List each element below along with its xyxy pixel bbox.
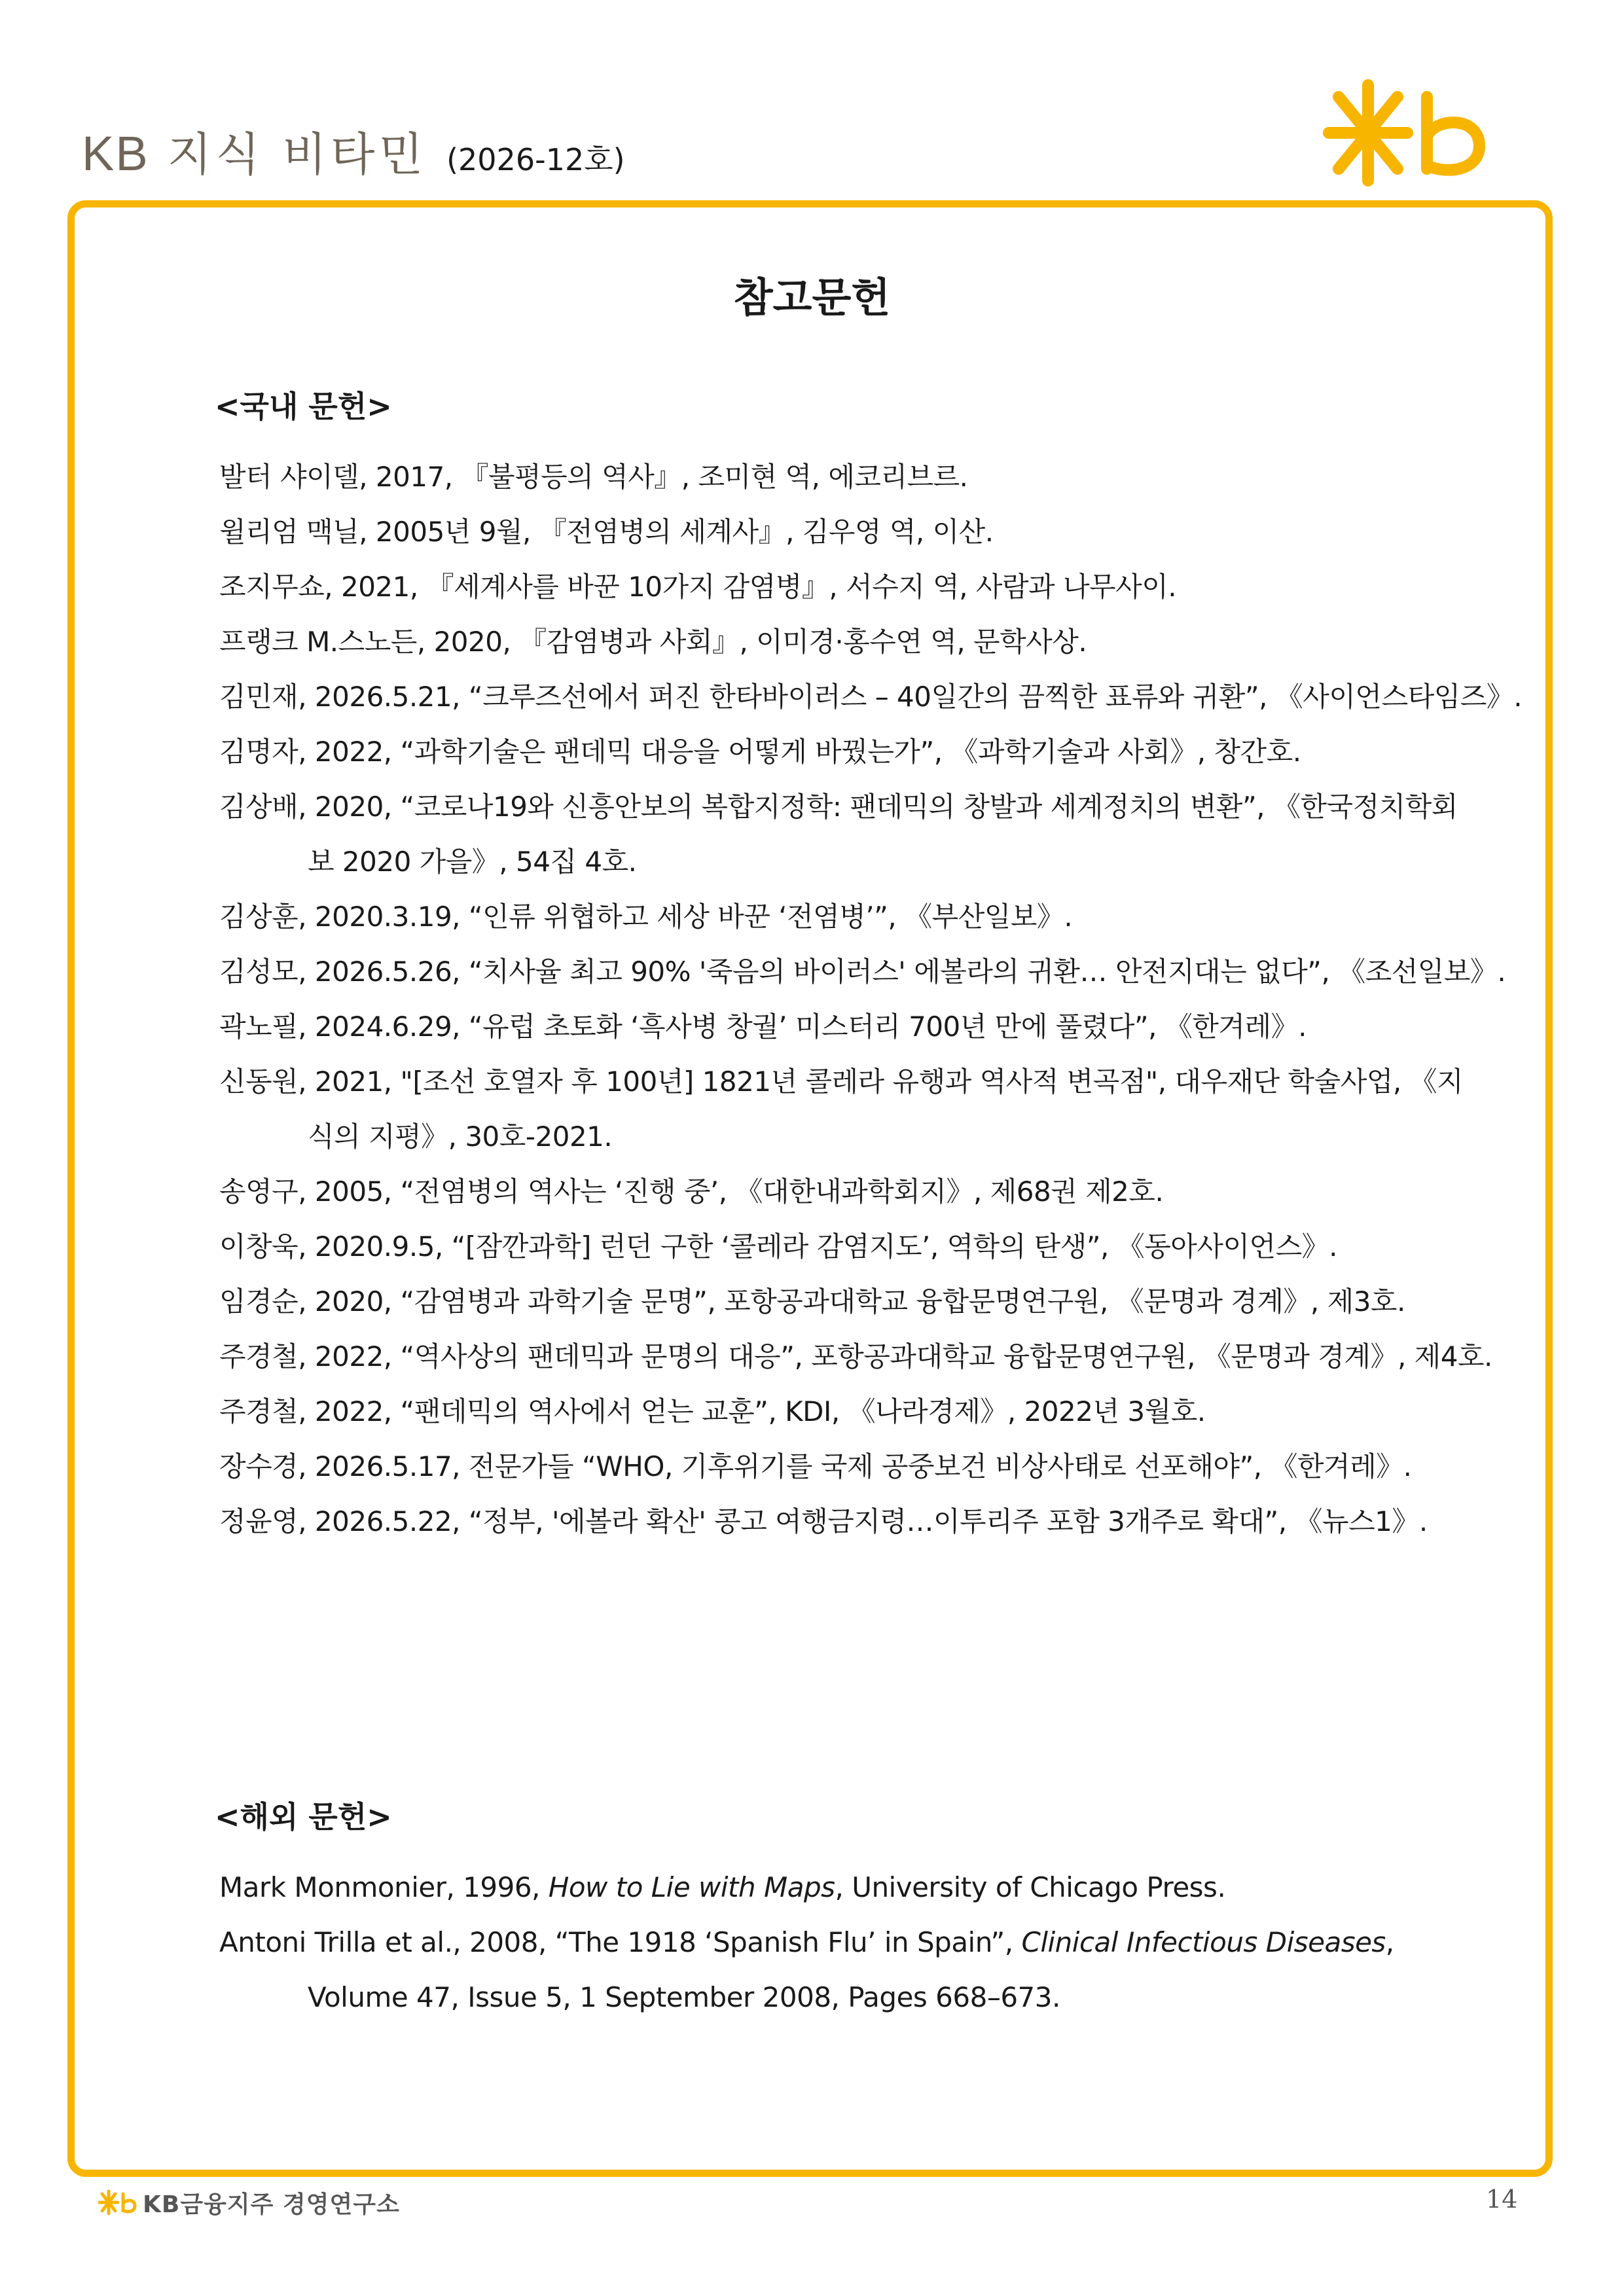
reference-item: 발터 샤이델, 2017, 『불평등의 역사』, 조미현 역, 에코리브르.: [219, 461, 968, 493]
header-publication-name: 지식 비타민: [167, 128, 427, 181]
reference-item: 정윤영, 2026.5.22, “정부, '에볼라 확산' 콩고 여행금지령…이투리주 포함 3개주로 확대”, 《뉴스1》.: [219, 1505, 1428, 1537]
reference-item: 신동원, 2021, "[조선 호열자 후 100년] 1821년 콜레라 유행과 역사적 변곡점", 대우재단 학술사업, 《지식의 지평》, 30호-2021.: [219, 1066, 1464, 1153]
foreign-references-heading: <해외 문헌>: [215, 1799, 392, 1835]
page-number: 14: [1486, 2185, 1518, 2214]
reference-item: 김명자, 2022, “과학기술은 팬데믹 대응을 어떻게 바꿨는가”, 《과학기술과 사회》, 창간호.: [219, 736, 1301, 768]
reference-text: Antoni Trilla et al., 2008, “The 1918 ‘Spanish Flu’ in Spain”,: [219, 1926, 1022, 1958]
reference-item: [219, 1915, 1483, 2025]
reference-item: 김상배, 2020, “코로나19와 신흥안보의 복합지정학: 팬데믹의 창발과 세계정치의 변환”, 《한국정치학회보 2020 가을》, 54집 4호.: [219, 791, 1458, 878]
domestic-references-heading: <국내 문헌>: [215, 389, 392, 424]
reference-item: 김민재, 2026.5.21, “크루즈선에서 퍼진 한타바이러스 – 40일간의 끔찍한 표류와 귀환”, 《사이언스타임즈》.: [219, 681, 1523, 713]
kb-footer-logo-icon: [98, 2188, 137, 2217]
reference-item: 조지무쇼, 2021, 『세계사를 바꾼 10가지 감염병』, 서수지 역, 사람과 나무사이.: [219, 571, 1177, 603]
reference-item: 곽노필, 2024.6.29, “유럽 초토화 ‘흑사병 창궐’ 미스터리 700년 만에 풀렸다”, 《한겨레》.: [219, 1011, 1307, 1043]
footer-organization: KB금융지주 경영연구소: [143, 2191, 400, 2218]
reference-item: 김상훈, 2020.3.19, “인류 위협하고 세상 바꾼 ‘전염병’”, 《부산일보》.: [219, 901, 1073, 933]
reference-item: 주경철, 2022, “팬데믹의 역사에서 얻는 교훈”, KDI, 《나라경제》, 2022년 3월호.: [219, 1395, 1206, 1427]
foreign-references-list: [219, 1860, 1483, 2025]
reference-text: , Volume 47, Issue 5, 1 September 2008, Pages 668–673.: [308, 1926, 1394, 2013]
reference-item: 김성모, 2026.5.26, “치사율 최고 90% '죽음의 바이러스' 에볼라의 귀환… 안전지대는 없다”, 《조선일보》.: [219, 956, 1506, 988]
page-title: 참고문헌: [733, 274, 891, 321]
domestic-references-list: [219, 450, 1523, 1549]
reference-item: 임경순, 2020, “감염병과 과학기술 문명”, 포항공과대학교 융합문명연구원, 《문명과 경계》, 제3호.: [219, 1285, 1405, 1318]
reference-text: , University of Chicago Press.: [835, 1871, 1226, 1903]
kb-logo-icon: [1322, 71, 1492, 195]
reference-item: 윌리엄 맥닐, 2005년 9월, 『전염병의 세계사』, 김우영 역, 이산.: [219, 516, 994, 548]
reference-title: How to Lie with Maps: [548, 1871, 835, 1903]
reference-item: 장수경, 2026.5.17, 전문가들 “WHO, 기후위기를 국제 공중보건 비상사태로 선포해야”, 《한겨레》.: [219, 1450, 1412, 1482]
reference-item: 송영구, 2005, “전염병의 역사는 ‘진행 중’, 《대한내과학회지》, 제68권 제2호.: [219, 1175, 1164, 1208]
reference-title: Clinical Infectious Diseases: [1021, 1926, 1386, 1958]
header-issue-number: (2026-12호): [446, 142, 625, 177]
reference-item: [219, 1860, 1483, 1915]
reference-item: 프랭크 M.스노든, 2020, 『감염병과 사회』, 이미경·홍수연 역, 문학사상.: [219, 626, 1087, 658]
reference-item: 이창욱, 2020.9.5, “[잠깐과학] 런던 구한 ‘콜레라 감염지도’, 역학의 탄생”, 《동아사이언스》.: [219, 1230, 1338, 1263]
header-brand: KB: [82, 126, 149, 181]
reference-item: 주경철, 2022, “역사상의 팬데믹과 문명의 대응”, 포항공과대학교 융합문명연구원, 《문명과 경계》, 제4호.: [219, 1340, 1492, 1372]
reference-text: Mark Monmonier, 1996,: [219, 1871, 549, 1903]
header-title: [82, 118, 625, 181]
